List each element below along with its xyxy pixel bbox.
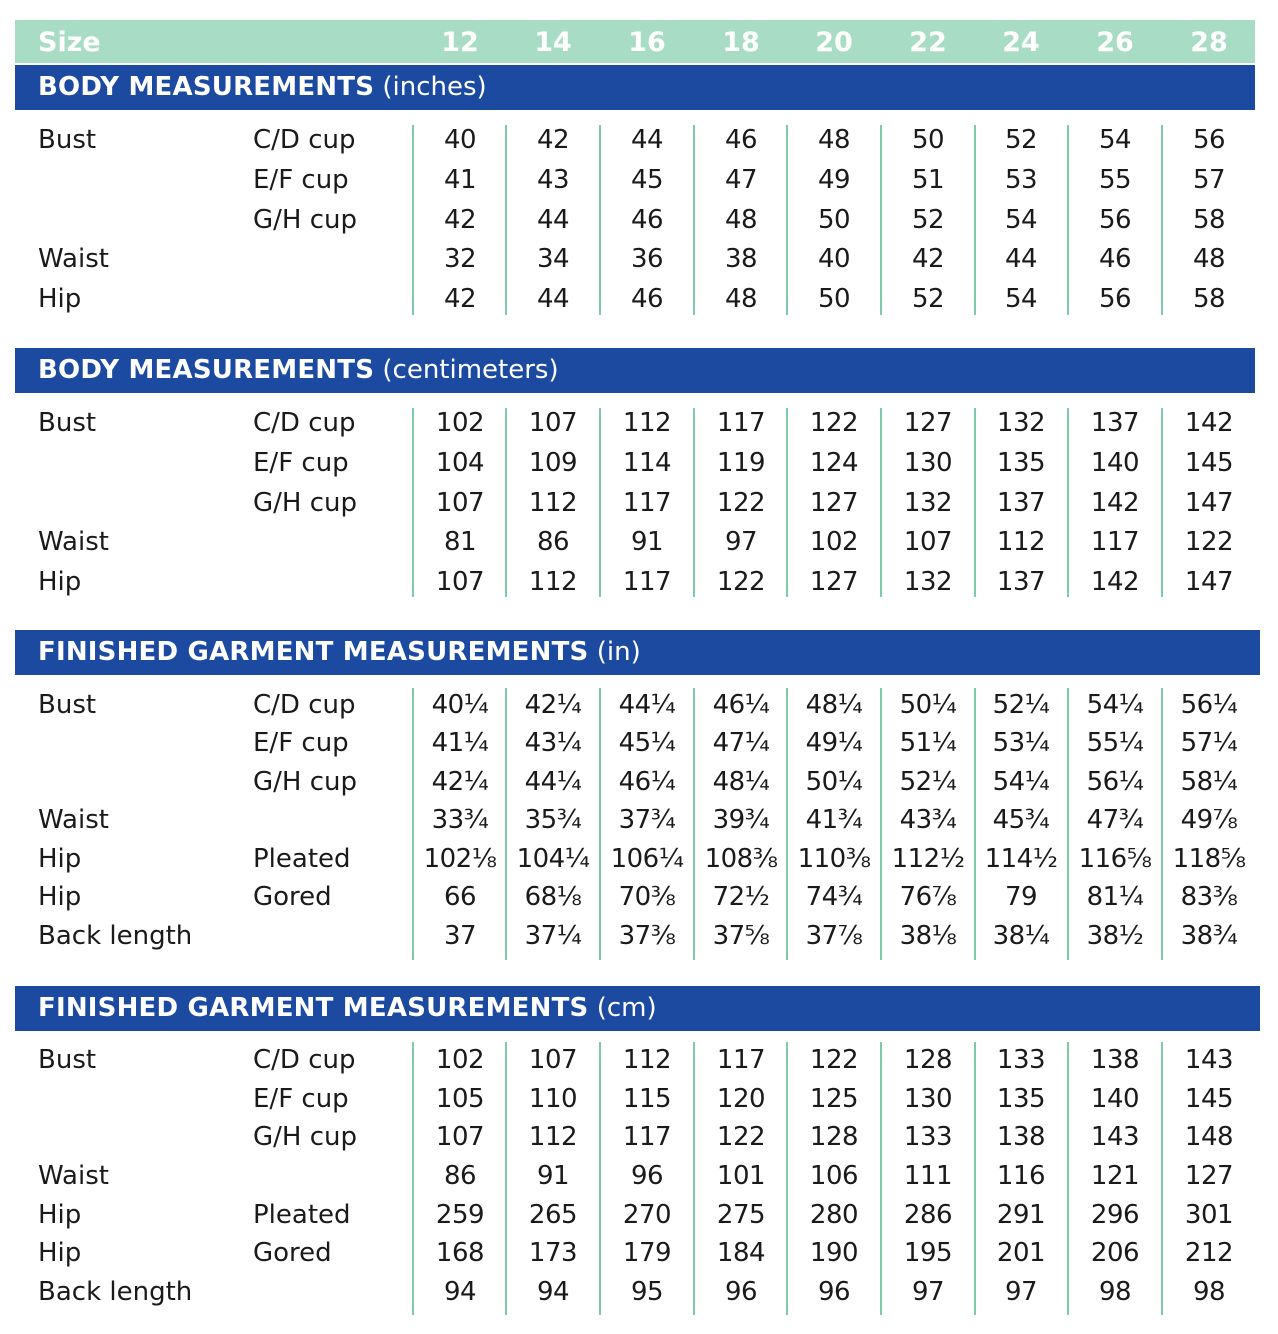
table-cell: 46 [1098, 244, 1132, 274]
table-cell: 48 [817, 125, 851, 155]
row-label: Hip [38, 844, 82, 874]
table-cell: 86 [443, 1161, 477, 1191]
table-cell: 56 [1098, 205, 1132, 235]
table-cell: 142 [1184, 408, 1234, 438]
table-cell: 46¼ [712, 690, 770, 720]
table-cell: 117 [1090, 527, 1140, 557]
row-label: Back length [38, 921, 193, 951]
table-cell: 68⅛ [524, 882, 582, 912]
size-16: 16 [628, 27, 666, 58]
table-cell: 55 [1098, 165, 1132, 195]
table-cell: 41¾ [805, 805, 863, 835]
table-cell: 38½ [1086, 921, 1144, 951]
table-cell: 110⅜ [797, 844, 871, 874]
row-sublabel: E/F cup [253, 165, 349, 195]
table-cell: 148 [1184, 1122, 1234, 1152]
row-label: Waist [38, 527, 109, 557]
table-cell: 42 [536, 125, 570, 155]
row-label: Hip [38, 1238, 82, 1268]
table-cell: 43¼ [524, 728, 582, 758]
table-cell: 58 [1192, 284, 1226, 314]
table-cell: 127 [1184, 1161, 1234, 1191]
row-sublabel: G/H cup [253, 767, 357, 797]
table-cell: 55¼ [1086, 728, 1144, 758]
table-cell: 44 [536, 284, 570, 314]
table-cell: 112 [996, 527, 1046, 557]
row-sublabel: G/H cup [253, 488, 357, 518]
table-cell: 112 [622, 408, 672, 438]
row-label: Waist [38, 244, 109, 274]
table-cell: 51 [911, 165, 945, 195]
table-cell: 54 [1098, 125, 1132, 155]
table-cell: 275 [716, 1200, 766, 1230]
table-cell: 108⅜ [704, 844, 778, 874]
table-cell: 117 [622, 1122, 672, 1152]
table-cell: 52 [911, 284, 945, 314]
table-cell: 116⅝ [1078, 844, 1152, 874]
table-cell: 125 [809, 1084, 859, 1114]
table-cell: 37⅞ [805, 921, 863, 951]
table-cell: 104¼ [516, 844, 590, 874]
table-cell: 117 [716, 408, 766, 438]
table-cell: 33¾ [431, 805, 489, 835]
section-unit: (in) [596, 637, 641, 667]
table-cell: 168 [435, 1238, 485, 1268]
table-cell: 47¾ [1086, 805, 1144, 835]
table-cell: 42 [443, 205, 477, 235]
table-cell: 40 [817, 244, 851, 274]
table-cell: 147 [1184, 567, 1234, 597]
table-cell: 122 [809, 1045, 859, 1075]
table-cell: 112 [528, 488, 578, 518]
table-cell: 111 [903, 1161, 953, 1191]
table-cell: 41¼ [431, 728, 489, 758]
table-cell: 45 [630, 165, 664, 195]
table-cell: 179 [622, 1238, 672, 1268]
table-cell: 46 [630, 284, 664, 314]
table-cell: 102⅛ [423, 844, 497, 874]
table-cell: 53¼ [992, 728, 1050, 758]
table-cell: 54¼ [992, 767, 1050, 797]
table-cell: 38 [724, 244, 758, 274]
size-header-label: Size [38, 27, 101, 58]
table-cell: 40 [443, 125, 477, 155]
row-sublabel: E/F cup [253, 1084, 349, 1114]
table-cell: 270 [622, 1200, 672, 1230]
row-label: Bust [38, 408, 97, 438]
table-cell: 212 [1184, 1238, 1234, 1268]
table-cell: 49 [817, 165, 851, 195]
table-cell: 145 [1184, 448, 1234, 478]
table-cell: 76⅞ [899, 882, 957, 912]
table-cell: 49¼ [805, 728, 863, 758]
row-sublabel: E/F cup [253, 448, 349, 478]
table-cell: 56¼ [1086, 767, 1144, 797]
table-cell: 52 [911, 205, 945, 235]
table-cell: 97 [911, 1277, 945, 1307]
table-cell: 98 [1098, 1277, 1132, 1307]
row-sublabel: Gored [253, 1238, 332, 1268]
table-cell: 114 [622, 448, 672, 478]
row-sublabel: C/D cup [253, 690, 356, 720]
table-cell: 117 [716, 1045, 766, 1075]
table-cell: 42 [911, 244, 945, 274]
table-cell: 96 [724, 1277, 758, 1307]
table-cell: 107 [435, 567, 485, 597]
section-unit: (inches) [382, 72, 487, 102]
table-cell: 37⅝ [712, 921, 770, 951]
table-cell: 115 [622, 1084, 672, 1114]
row-label: Hip [38, 567, 82, 597]
table-cell: 119 [716, 448, 766, 478]
table-cell: 70⅜ [618, 882, 676, 912]
table-cell: 44 [630, 125, 664, 155]
table-cell: 117 [622, 488, 672, 518]
section-unit: (cm) [596, 993, 657, 1023]
row-sublabel: G/H cup [253, 1122, 357, 1152]
table-cell: 72½ [712, 882, 770, 912]
table-cell: 286 [903, 1200, 953, 1230]
table-cell: 58 [1192, 205, 1226, 235]
table-cell: 54 [1004, 205, 1038, 235]
table-cell: 37¼ [524, 921, 582, 951]
table-cell: 48¼ [712, 767, 770, 797]
table-cell: 56 [1098, 284, 1132, 314]
table-cell: 46¼ [618, 767, 676, 797]
table-cell: 206 [1090, 1238, 1140, 1268]
table-cell: 40¼ [431, 690, 489, 720]
table-cell: 127 [809, 488, 859, 518]
table-cell: 291 [996, 1200, 1046, 1230]
table-cell: 48 [724, 205, 758, 235]
table-cell: 130 [903, 1084, 953, 1114]
table-cell: 301 [1184, 1200, 1234, 1230]
section-title-bar [15, 630, 1260, 675]
row-label: Hip [38, 1200, 82, 1230]
row-sublabel: C/D cup [253, 125, 356, 155]
table-cell: 106¼ [610, 844, 684, 874]
row-label: Bust [38, 1045, 97, 1075]
table-cell: 94 [443, 1277, 477, 1307]
table-cell: 74¾ [805, 882, 863, 912]
table-cell: 94 [536, 1277, 570, 1307]
row-label: Bust [38, 125, 97, 155]
table-cell: 37¾ [618, 805, 676, 835]
table-cell: 91 [536, 1161, 570, 1191]
size-26: 26 [1096, 27, 1134, 58]
table-cell: 122 [809, 408, 859, 438]
table-cell: 143 [1184, 1045, 1234, 1075]
table-cell: 35¾ [524, 805, 582, 835]
table-cell: 81 [443, 527, 477, 557]
table-cell: 96 [630, 1161, 664, 1191]
table-cell: 107 [528, 408, 578, 438]
table-cell: 137 [996, 567, 1046, 597]
table-cell: 52¼ [992, 690, 1050, 720]
size-12: 12 [441, 27, 479, 58]
table-cell: 135 [996, 448, 1046, 478]
table-cell: 280 [809, 1200, 859, 1230]
table-cell: 81¼ [1086, 882, 1144, 912]
table-cell: 107 [435, 488, 485, 518]
table-cell: 46 [630, 205, 664, 235]
table-cell: 127 [903, 408, 953, 438]
table-cell: 140 [1090, 448, 1140, 478]
table-cell: 106 [809, 1161, 859, 1191]
row-sublabel: Pleated [253, 844, 351, 874]
table-cell: 132 [996, 408, 1046, 438]
table-cell: 109 [528, 448, 578, 478]
table-cell: 128 [903, 1045, 953, 1075]
section-unit: (centimeters) [382, 355, 559, 385]
table-cell: 38¼ [992, 921, 1050, 951]
row-label: Waist [38, 1161, 109, 1191]
table-cell: 45¾ [992, 805, 1050, 835]
section-title-bar [15, 65, 1255, 110]
table-cell: 140 [1090, 1084, 1140, 1114]
table-cell: 83⅜ [1180, 882, 1238, 912]
table-cell: 44 [1004, 244, 1038, 274]
table-cell: 137 [1090, 408, 1140, 438]
table-cell: 107 [903, 527, 953, 557]
table-cell: 122 [716, 488, 766, 518]
table-cell: 195 [903, 1238, 953, 1268]
row-sublabel: E/F cup [253, 728, 349, 758]
table-cell: 124 [809, 448, 859, 478]
size-28: 28 [1190, 27, 1228, 58]
table-cell: 120 [716, 1084, 766, 1114]
section-title: BODY MEASUREMENTS [38, 72, 375, 102]
row-sublabel: Pleated [253, 1200, 351, 1230]
table-cell: 46 [724, 125, 758, 155]
table-cell: 138 [1090, 1045, 1140, 1075]
table-cell: 97 [724, 527, 758, 557]
table-cell: 86 [536, 527, 570, 557]
table-cell: 44¼ [618, 690, 676, 720]
table-cell: 39¾ [712, 805, 770, 835]
table-cell: 42¼ [524, 690, 582, 720]
table-cell: 50 [817, 284, 851, 314]
table-cell: 42 [443, 284, 477, 314]
table-cell: 259 [435, 1200, 485, 1230]
table-cell: 96 [817, 1277, 851, 1307]
size-20: 20 [815, 27, 853, 58]
table-cell: 112 [528, 1122, 578, 1152]
row-sublabel: C/D cup [253, 1045, 356, 1075]
table-cell: 137 [996, 488, 1046, 518]
section-title: FINISHED GARMENT MEASUREMENTS [38, 993, 589, 1023]
table-cell: 47 [724, 165, 758, 195]
table-cell: 56¼ [1180, 690, 1238, 720]
table-cell: 37⅜ [618, 921, 676, 951]
table-cell: 38⅛ [899, 921, 957, 951]
table-cell: 142 [1090, 567, 1140, 597]
table-cell: 107 [528, 1045, 578, 1075]
table-cell: 42¼ [431, 767, 489, 797]
table-cell: 38¾ [1180, 921, 1238, 951]
section-title: BODY MEASUREMENTS [38, 355, 375, 385]
table-cell: 58¼ [1180, 767, 1238, 797]
row-sublabel: Gored [253, 882, 332, 912]
table-cell: 43 [536, 165, 570, 195]
table-cell: 41 [443, 165, 477, 195]
size-24: 24 [1002, 27, 1040, 58]
table-cell: 95 [630, 1277, 664, 1307]
table-cell: 117 [622, 567, 672, 597]
table-cell: 54 [1004, 284, 1038, 314]
table-cell: 32 [443, 244, 477, 274]
table-cell: 52¼ [899, 767, 957, 797]
table-cell: 201 [996, 1238, 1046, 1268]
table-cell: 79 [1004, 882, 1038, 912]
table-cell: 102 [435, 1045, 485, 1075]
table-cell: 132 [903, 567, 953, 597]
table-cell: 34 [536, 244, 570, 274]
table-cell: 116 [996, 1161, 1046, 1191]
table-cell: 173 [528, 1238, 578, 1268]
table-cell: 114½ [984, 844, 1058, 874]
row-sublabel: C/D cup [253, 408, 356, 438]
table-cell: 135 [996, 1084, 1046, 1114]
table-cell: 112½ [891, 844, 965, 874]
table-cell: 45¼ [618, 728, 676, 758]
table-cell: 53 [1004, 165, 1038, 195]
table-cell: 97 [1004, 1277, 1038, 1307]
table-cell: 118⅝ [1172, 844, 1246, 874]
table-cell: 52 [1004, 125, 1038, 155]
table-cell: 105 [435, 1084, 485, 1114]
table-cell: 66 [443, 882, 477, 912]
table-cell: 98 [1192, 1277, 1226, 1307]
table-cell: 128 [809, 1122, 859, 1152]
table-cell: 50¼ [899, 690, 957, 720]
row-label: Hip [38, 284, 82, 314]
section-title-bar [15, 348, 1255, 393]
table-cell: 101 [716, 1161, 766, 1191]
table-cell: 122 [716, 567, 766, 597]
table-cell: 56 [1192, 125, 1226, 155]
table-cell: 37 [443, 921, 477, 951]
size-22: 22 [909, 27, 947, 58]
table-cell: 147 [1184, 488, 1234, 518]
row-label: Hip [38, 882, 82, 912]
table-cell: 130 [903, 448, 953, 478]
table-cell: 133 [996, 1045, 1046, 1075]
table-cell: 138 [996, 1122, 1046, 1152]
row-sublabel: G/H cup [253, 205, 357, 235]
table-cell: 49⅞ [1180, 805, 1238, 835]
table-cell: 184 [716, 1238, 766, 1268]
section-title-bar [15, 986, 1260, 1031]
table-cell: 36 [630, 244, 664, 274]
table-cell: 143 [1090, 1122, 1140, 1152]
table-cell: 121 [1090, 1161, 1140, 1191]
table-cell: 48 [1192, 244, 1226, 274]
table-cell: 107 [435, 1122, 485, 1152]
table-cell: 54¼ [1086, 690, 1144, 720]
table-cell: 48¼ [805, 690, 863, 720]
table-cell: 50 [911, 125, 945, 155]
table-cell: 122 [716, 1122, 766, 1152]
table-cell: 296 [1090, 1200, 1140, 1230]
table-cell: 91 [630, 527, 664, 557]
table-cell: 102 [435, 408, 485, 438]
table-cell: 127 [809, 567, 859, 597]
table-cell: 102 [809, 527, 859, 557]
row-label: Bust [38, 690, 97, 720]
section-title: FINISHED GARMENT MEASUREMENTS [38, 637, 589, 667]
table-cell: 110 [528, 1084, 578, 1114]
table-cell: 44 [536, 205, 570, 235]
table-cell: 50¼ [805, 767, 863, 797]
table-cell: 57 [1192, 165, 1226, 195]
table-cell: 145 [1184, 1084, 1234, 1114]
table-cell: 112 [528, 567, 578, 597]
table-cell: 44¼ [524, 767, 582, 797]
table-cell: 190 [809, 1238, 859, 1268]
table-cell: 112 [622, 1045, 672, 1075]
table-cell: 48 [724, 284, 758, 314]
table-cell: 132 [903, 488, 953, 518]
row-label: Waist [38, 805, 109, 835]
table-cell: 43¾ [899, 805, 957, 835]
table-cell: 122 [1184, 527, 1234, 557]
table-cell: 51¼ [899, 728, 957, 758]
size-18: 18 [722, 27, 760, 58]
table-cell: 142 [1090, 488, 1140, 518]
row-label: Back length [38, 1277, 193, 1307]
table-cell: 50 [817, 205, 851, 235]
table-cell: 47¼ [712, 728, 770, 758]
table-cell: 133 [903, 1122, 953, 1152]
table-cell: 265 [528, 1200, 578, 1230]
table-cell: 57¼ [1180, 728, 1238, 758]
size-14: 14 [534, 27, 572, 58]
table-cell: 104 [435, 448, 485, 478]
